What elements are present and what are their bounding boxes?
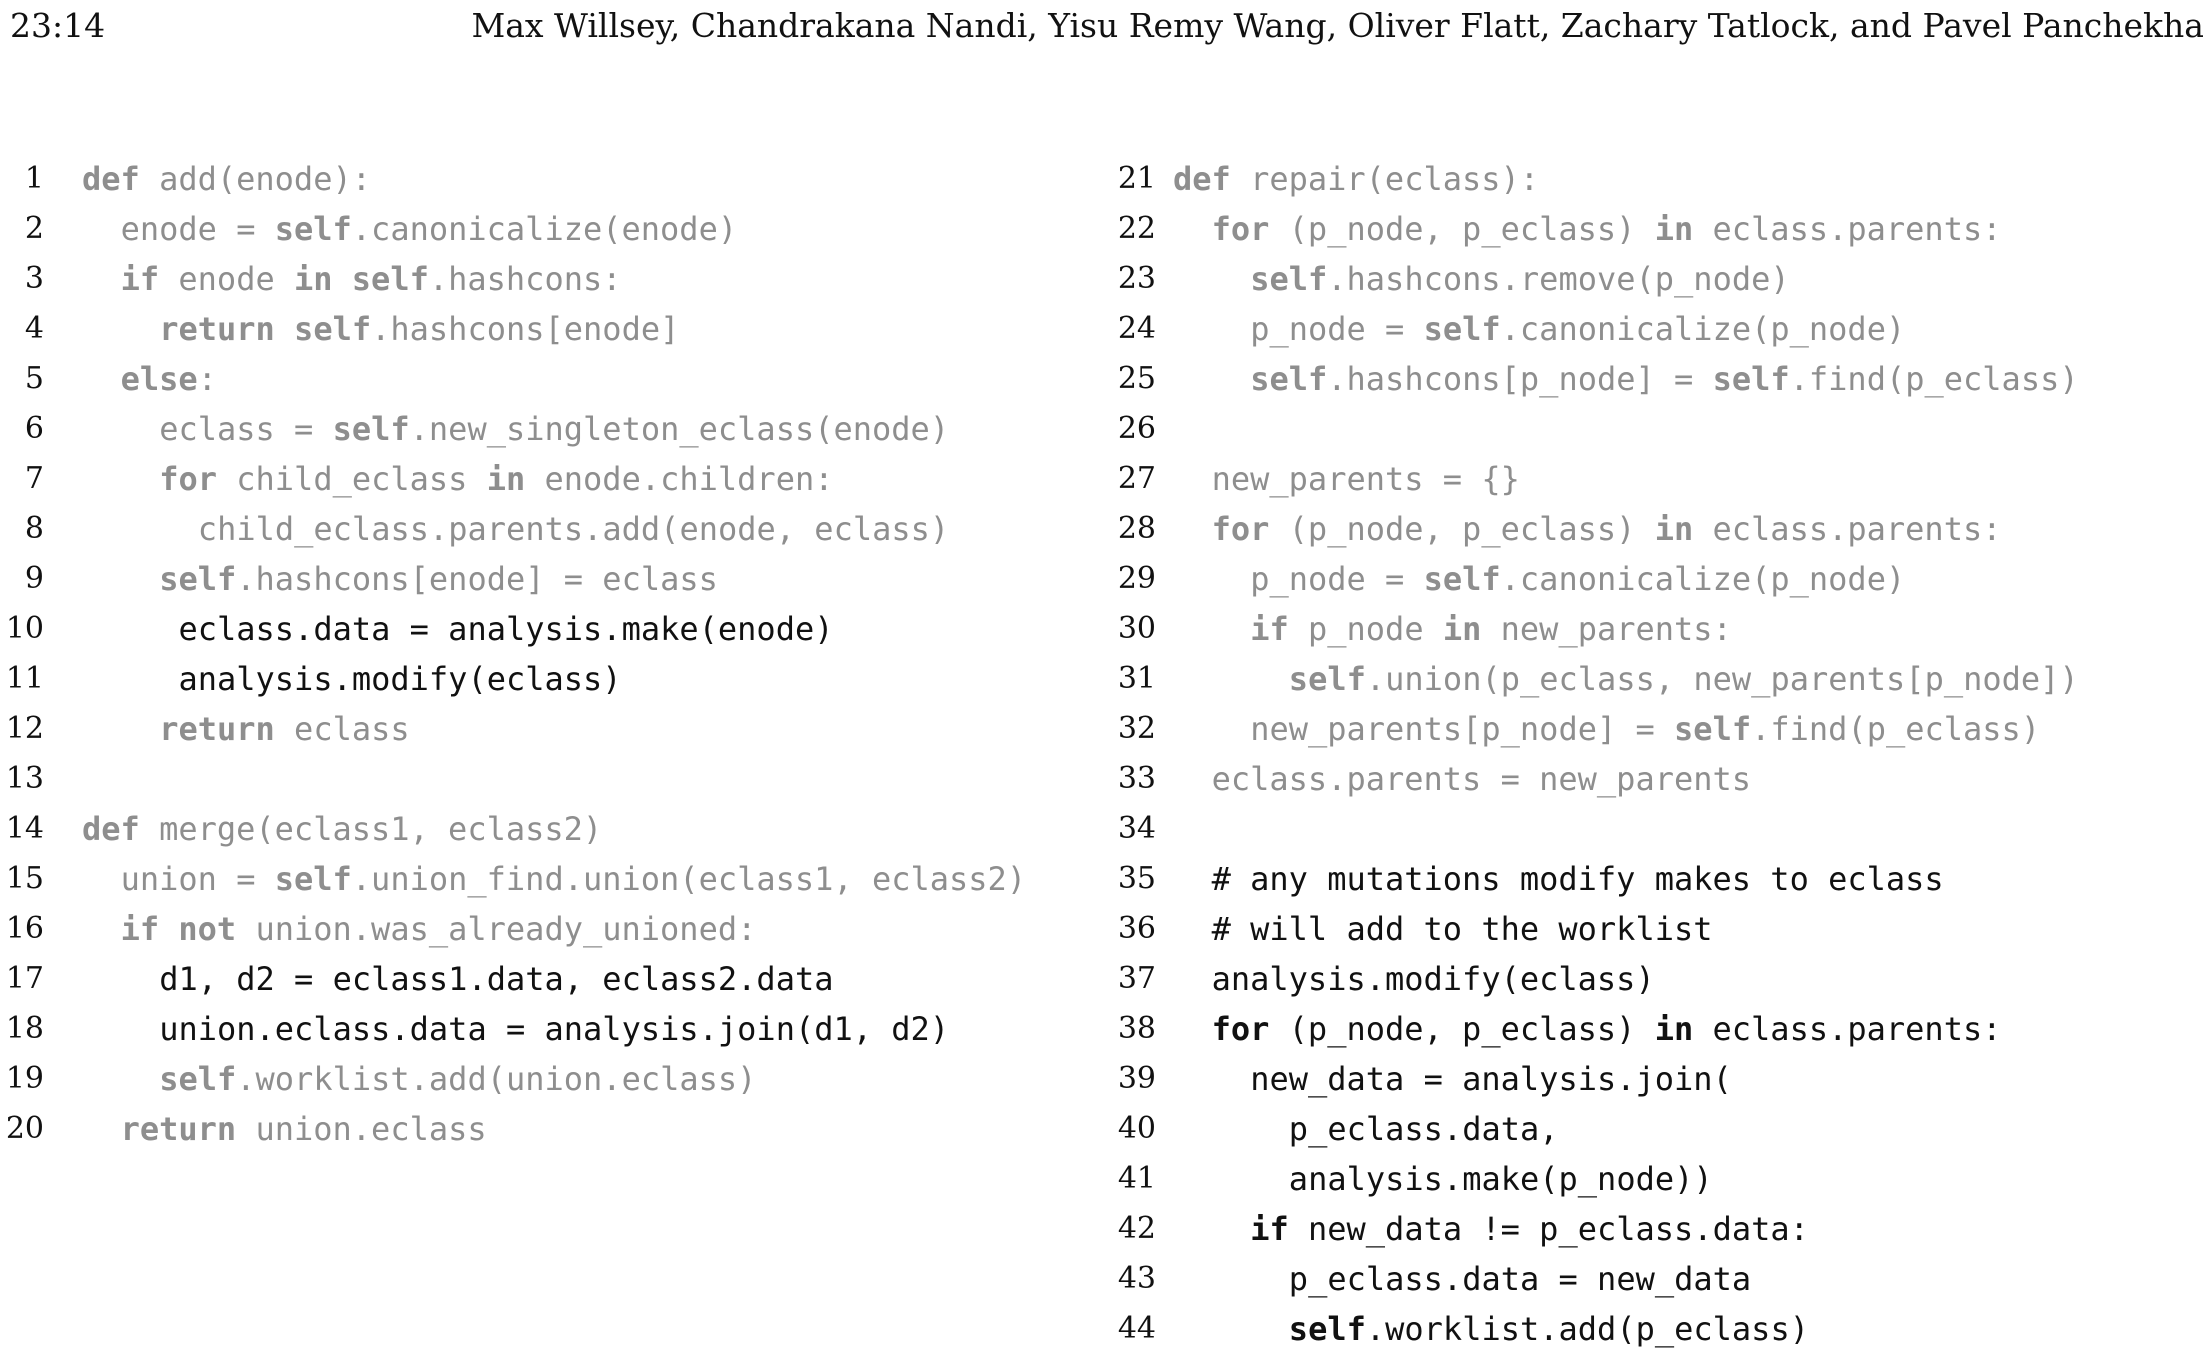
code-token: .worklist.add(p_eclass) xyxy=(1365,1310,1809,1348)
code-text xyxy=(159,304,679,354)
code-token: # any mutations modify makes to eclass xyxy=(1211,860,1944,898)
code-token: eclass xyxy=(274,710,410,748)
line-number: 13 xyxy=(5,761,44,796)
code-line xyxy=(1110,454,2210,504)
line-number: 14 xyxy=(5,811,44,846)
page-number: 23:14 xyxy=(10,6,106,45)
code-token: analysis.modify(eclass) xyxy=(159,660,622,698)
code-token: p_node = xyxy=(1250,560,1424,598)
line-number: 29 xyxy=(1117,561,1156,596)
line-number: 16 xyxy=(5,911,44,946)
code-token: .canonicalize(p_node) xyxy=(1500,310,1906,348)
line-number: 32 xyxy=(1117,711,1156,746)
code-line xyxy=(0,854,1090,904)
line-number: 43 xyxy=(1117,1261,1156,1296)
keyword: self xyxy=(1423,310,1501,348)
code-token: new_parents: xyxy=(1481,610,1732,648)
code-token: analysis.modify(eclass) xyxy=(1211,960,1655,998)
code-token: eclass.parents: xyxy=(1693,510,2002,548)
line-number: 25 xyxy=(1117,361,1156,396)
line-number: 11 xyxy=(5,661,44,696)
code-token: .hashcons[enode] = eclass xyxy=(236,560,718,598)
keyword: in xyxy=(1442,610,1482,648)
code-text xyxy=(1289,654,2079,704)
code-line xyxy=(1110,604,2210,654)
code-text xyxy=(1250,604,1732,654)
code-token: p_eclass.data = new_data xyxy=(1288,1260,1752,1298)
code-token xyxy=(333,260,352,298)
code-token: eclass.parents = new_parents xyxy=(1211,760,1752,798)
code-token: analysis.make(p_node)) xyxy=(1288,1160,1713,1198)
code-text xyxy=(159,654,621,704)
line-number: 19 xyxy=(5,1061,44,1096)
keyword: self xyxy=(1423,560,1501,598)
code-text xyxy=(1250,304,1905,354)
code-token: # will add to the worklist xyxy=(1211,910,1713,948)
line-number: 42 xyxy=(1117,1211,1156,1246)
code-line xyxy=(1110,504,2210,554)
code-text xyxy=(1289,1154,1713,1204)
code-line xyxy=(1110,854,2210,904)
code-text xyxy=(121,904,757,954)
code-line xyxy=(1110,354,2210,404)
code-line xyxy=(1110,254,2210,304)
code-text xyxy=(159,404,949,454)
keyword: self xyxy=(351,260,429,298)
line-number: 41 xyxy=(1117,1161,1156,1196)
code-token: eclass.data = analysis.make(enode) xyxy=(159,610,834,648)
line-number: 36 xyxy=(1117,911,1156,946)
keyword: in xyxy=(1654,510,1694,548)
keyword: return xyxy=(120,1110,237,1148)
keyword: in xyxy=(1654,1010,1694,1048)
code-token: (p_node, p_eclass) xyxy=(1269,1010,1655,1048)
code-line xyxy=(1110,954,2210,1004)
keyword: if xyxy=(1250,610,1289,648)
code-token: : xyxy=(197,360,217,398)
line-number: 18 xyxy=(5,1011,44,1046)
keyword: def xyxy=(1173,160,1231,198)
code-line xyxy=(1110,1304,2210,1354)
code-line xyxy=(0,1054,1090,1104)
code-token: new_data = analysis.join( xyxy=(1250,1060,1732,1098)
line-number: 33 xyxy=(1117,761,1156,796)
keyword: self xyxy=(1712,360,1790,398)
keyword: self xyxy=(294,310,372,348)
line-number: 40 xyxy=(1117,1111,1156,1146)
code-line xyxy=(1110,1154,2210,1204)
keyword: in xyxy=(1654,210,1694,248)
code-token: .hashcons.remove(p_node) xyxy=(1327,260,1790,298)
code-token: new_parents[p_node] = xyxy=(1250,710,1675,748)
code-token: .find(p_eclass) xyxy=(1751,710,2041,748)
line-number: 31 xyxy=(1117,661,1156,696)
keyword: for xyxy=(1211,210,1270,248)
line-number: 3 xyxy=(24,261,44,296)
keyword: def xyxy=(82,810,140,848)
code-text xyxy=(121,254,622,304)
code-line xyxy=(0,804,1090,854)
code-token: child_eclass.parents.add(enode, eclass) xyxy=(197,510,950,548)
code-line xyxy=(0,304,1090,354)
code-line xyxy=(1110,654,2210,704)
line-number: 38 xyxy=(1117,1011,1156,1046)
line-number: 44 xyxy=(1117,1311,1156,1346)
code-line xyxy=(1110,1254,2210,1304)
code-token: new_parents = {} xyxy=(1211,460,1520,498)
code-line xyxy=(1110,1054,2210,1104)
code-token: p_eclass.data, xyxy=(1288,1110,1559,1148)
code-text xyxy=(1250,1054,1732,1104)
code-line xyxy=(1110,1004,2210,1054)
line-number: 24 xyxy=(1117,311,1156,346)
code-text xyxy=(159,554,718,604)
line-number: 4 xyxy=(24,311,44,346)
line-number: 28 xyxy=(1117,511,1156,546)
code-line xyxy=(0,404,1090,454)
code-text xyxy=(198,504,949,554)
keyword: in xyxy=(293,260,333,298)
keyword: self xyxy=(1674,710,1752,748)
code-token: .find(p_eclass) xyxy=(1789,360,2079,398)
code-text xyxy=(159,454,833,504)
code-token: d1, d2 = eclass1.data, eclass2.data xyxy=(159,960,834,998)
code-token: union.eclass.data = analysis.join(d1, d2) xyxy=(159,1010,950,1048)
keyword: self xyxy=(1250,360,1328,398)
code-line xyxy=(1110,404,2210,454)
code-text xyxy=(159,704,409,754)
code-token: add(enode): xyxy=(139,160,371,198)
code-text xyxy=(1212,904,1713,954)
keyword: in xyxy=(486,460,526,498)
line-number: 1 xyxy=(24,161,44,196)
code-text xyxy=(1250,254,1789,304)
author-list: Max Willsey, Chandrakana Nandi, Yisu Remy Wang, Oliver Flatt, Zachary Tatlock, and Pavel Panchekha xyxy=(471,6,2204,45)
line-number: 21 xyxy=(1117,161,1156,196)
code-text xyxy=(1289,1254,1751,1304)
keyword: self xyxy=(1250,260,1328,298)
code-token: union = xyxy=(120,860,275,898)
code-line xyxy=(0,154,1090,204)
code-line xyxy=(0,504,1090,554)
keyword: self xyxy=(332,410,410,448)
code-line xyxy=(1110,154,2210,204)
code-text xyxy=(1250,554,1905,604)
code-token: .canonicalize(p_node) xyxy=(1500,560,1906,598)
code-line xyxy=(1110,804,2210,854)
code-line xyxy=(0,954,1090,1004)
code-text xyxy=(1212,754,1751,804)
line-number: 9 xyxy=(24,561,44,596)
running-header xyxy=(0,0,2212,60)
code-listing-left xyxy=(0,154,1090,1154)
code-line xyxy=(1110,754,2210,804)
code-line xyxy=(1110,904,2210,954)
code-token: eclass = xyxy=(159,410,333,448)
code-text xyxy=(159,604,833,654)
line-number: 22 xyxy=(1117,211,1156,246)
keyword: self xyxy=(274,860,352,898)
code-line xyxy=(0,554,1090,604)
code-line xyxy=(1110,704,2210,754)
keyword: not xyxy=(178,910,237,948)
code-line xyxy=(0,654,1090,704)
code-token: merge(eclass1, eclass2) xyxy=(139,810,603,848)
line-number: 7 xyxy=(24,461,44,496)
code-line xyxy=(0,1104,1090,1154)
line-number: 39 xyxy=(1117,1061,1156,1096)
code-text xyxy=(1212,954,1655,1004)
keyword: self xyxy=(274,210,352,248)
code-token: p_node = xyxy=(1250,310,1424,348)
keyword: def xyxy=(82,160,140,198)
code-token: p_node xyxy=(1288,610,1443,648)
line-number: 20 xyxy=(5,1111,44,1146)
code-token: enode = xyxy=(120,210,275,248)
code-text xyxy=(1212,504,2002,554)
line-number: 15 xyxy=(5,861,44,896)
code-token: eclass.parents: xyxy=(1693,1010,2002,1048)
line-number: 34 xyxy=(1117,811,1156,846)
code-text xyxy=(159,954,833,1004)
line-number: 10 xyxy=(5,611,44,646)
keyword: return xyxy=(159,710,275,748)
code-token: union.eclass xyxy=(236,1110,487,1148)
code-line xyxy=(0,604,1090,654)
code-token xyxy=(159,910,178,948)
keyword: self xyxy=(1288,1310,1366,1348)
code-text xyxy=(121,354,217,404)
code-text xyxy=(121,854,1026,904)
keyword: self xyxy=(159,560,237,598)
code-text xyxy=(1212,854,1944,904)
code-line xyxy=(0,904,1090,954)
line-number: 35 xyxy=(1117,861,1156,896)
code-text xyxy=(1289,1104,1559,1154)
code-text xyxy=(1289,1304,1809,1354)
keyword: self xyxy=(159,1060,237,1098)
code-token: enode.children: xyxy=(525,460,834,498)
code-line xyxy=(1110,1104,2210,1154)
code-line xyxy=(0,254,1090,304)
code-token: eclass.parents: xyxy=(1693,210,2002,248)
code-line xyxy=(1110,304,2210,354)
code-token: .union(p_eclass, new_parents[p_node]) xyxy=(1365,660,2079,698)
code-text xyxy=(159,1054,756,1104)
code-text xyxy=(82,804,602,854)
code-line xyxy=(1110,554,2210,604)
line-number: 6 xyxy=(24,411,44,446)
line-number: 26 xyxy=(1117,411,1156,446)
code-text xyxy=(1250,354,2078,404)
keyword: self xyxy=(1288,660,1366,698)
code-text xyxy=(1212,204,2002,254)
line-number: 17 xyxy=(5,961,44,996)
code-line xyxy=(0,454,1090,504)
code-line xyxy=(0,704,1090,754)
code-token: .canonicalize(enode) xyxy=(351,210,738,248)
code-token: (p_node, p_eclass) xyxy=(1269,210,1655,248)
code-token: .union_find.union(eclass1, eclass2) xyxy=(351,860,1027,898)
code-text xyxy=(1212,1004,2002,1054)
line-number: 30 xyxy=(1117,611,1156,646)
line-number: 5 xyxy=(24,361,44,396)
line-number: 23 xyxy=(1117,261,1156,296)
code-text xyxy=(1250,1204,1809,1254)
code-token xyxy=(275,310,294,348)
line-number: 12 xyxy=(5,711,44,746)
code-line xyxy=(1110,204,2210,254)
code-line xyxy=(0,754,1090,804)
code-token: .hashcons[enode] xyxy=(371,310,680,348)
line-number: 2 xyxy=(24,211,44,246)
code-text xyxy=(1250,704,2040,754)
line-number: 8 xyxy=(24,511,44,546)
keyword: for xyxy=(1211,510,1270,548)
keyword: return xyxy=(159,310,275,348)
code-listing-right xyxy=(1110,154,2210,1354)
code-token: repair(eclass): xyxy=(1230,160,1540,198)
code-token: .hashcons: xyxy=(428,260,622,298)
code-token: child_eclass xyxy=(216,460,487,498)
keyword: for xyxy=(1211,1010,1270,1048)
code-text xyxy=(121,204,738,254)
code-text xyxy=(1212,454,1520,504)
code-text xyxy=(82,154,371,204)
code-text xyxy=(1173,154,1539,204)
code-line xyxy=(0,354,1090,404)
keyword: if xyxy=(120,260,160,298)
code-token: union.was_already_unioned: xyxy=(236,910,757,948)
line-number: 27 xyxy=(1117,461,1156,496)
code-line xyxy=(0,204,1090,254)
line-number: 37 xyxy=(1117,961,1156,996)
code-line xyxy=(0,1004,1090,1054)
keyword: for xyxy=(159,460,217,498)
code-token: .new_singleton_eclass(enode) xyxy=(409,410,950,448)
code-text xyxy=(159,1004,949,1054)
code-token: new_data != p_eclass.data: xyxy=(1288,1210,1809,1248)
code-token: .worklist.add(union.eclass) xyxy=(236,1060,757,1098)
code-token: .hashcons[p_node] = xyxy=(1327,360,1713,398)
keyword: if xyxy=(120,910,160,948)
code-token: (p_node, p_eclass) xyxy=(1269,510,1655,548)
keyword: else xyxy=(120,360,198,398)
code-line xyxy=(1110,1204,2210,1254)
code-text xyxy=(121,1104,487,1154)
code-token: enode xyxy=(159,260,294,298)
keyword: if xyxy=(1250,1210,1289,1248)
